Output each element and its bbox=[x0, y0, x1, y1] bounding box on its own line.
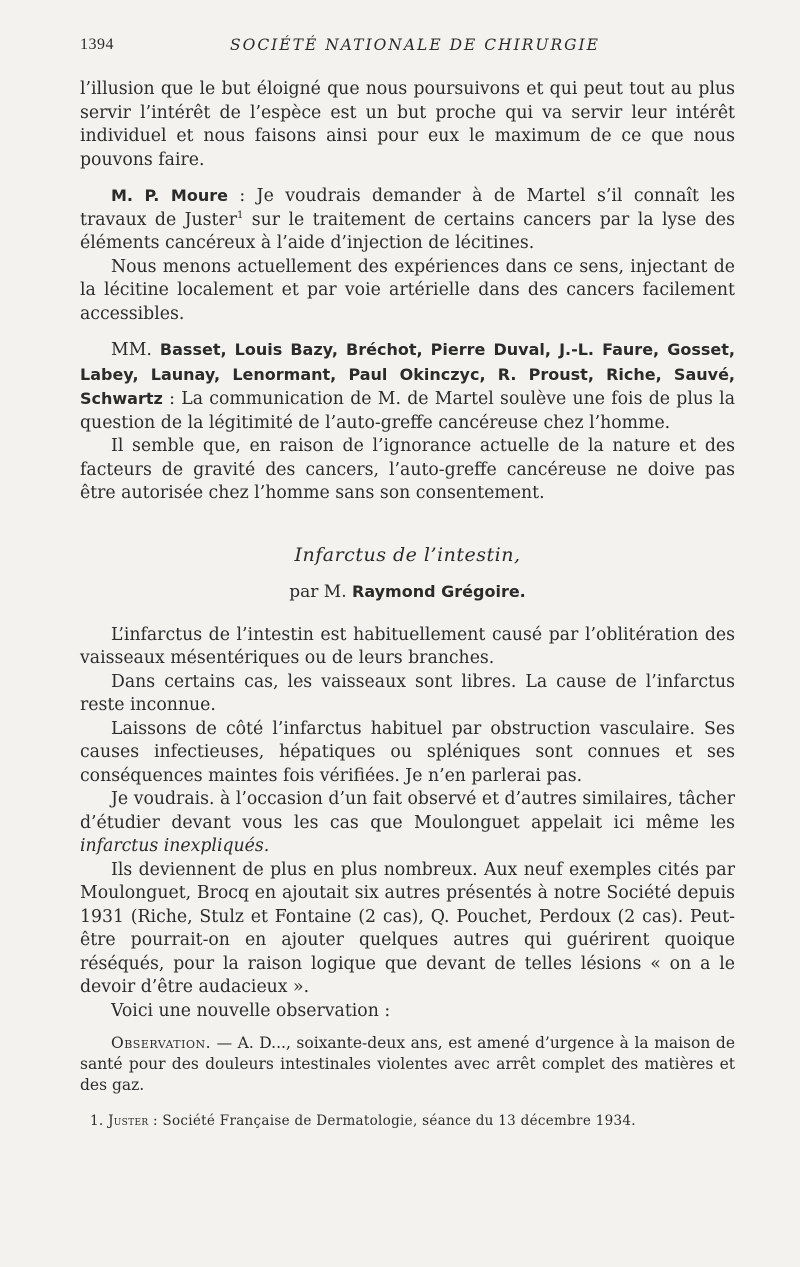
observation-text: — A. D..., soixante-deux ans, est amené d’urgence à la maison de santé pour des douleurs intestinales violentes avec arrêt complet des matières et des gaz. bbox=[80, 1034, 735, 1094]
article-paragraph-3: Laissons de côté l’infarctus habituel par obstruction vasculaire. Ses causes infectieuses, hépatiques ou spléniques sont connues et ses conséquences maintes fois vérifiées. Je n’en parlerai pas. bbox=[80, 718, 735, 786]
article-paragraph-1: L’infarctus de l’intestin est habituellement causé par l’oblitération des vaisseaux mésentériques ou de leurs branches. bbox=[80, 624, 735, 668]
page bbox=[80, 36, 735, 1134]
speaker-moure: M. P. Moure bbox=[111, 186, 228, 205]
paragraph-moure-2: Nous menons actuellement des expériences dans ce sens, injectant de la lécitine localement et par voie artérielle dans des cancers facilement accessibles. bbox=[80, 256, 735, 324]
page-body bbox=[80, 78, 735, 1134]
p4-italic: infarctus inexpliqués. bbox=[80, 836, 270, 856]
running-head bbox=[80, 36, 735, 60]
moure-text-b: sur le traitement de certains cancers par la lyse des éléments cancéreux à l’aide d’injection de lécitines. bbox=[80, 209, 736, 253]
speaker-group: Basset, Louis Bazy, Bréchot, Pierre Duval, J.-L. Faure, Gosset, Labey, Launay, Lenormant, Paul Okinczyc, R. Proust, Riche, Sauvé, Schwartz bbox=[80, 340, 735, 408]
article-title: Infarctus de l’intestin, bbox=[294, 543, 521, 566]
article-paragraph-4 bbox=[80, 788, 735, 859]
footnote-number: 1. bbox=[90, 1113, 109, 1129]
footnote-text: : Société Française de Dermatologie, séance du 13 décembre 1934. bbox=[148, 1113, 636, 1129]
article-paragraph-5: Ils deviennent de plus en plus nombreux. Aux neuf exemples cités par Moulonguet, Brocq en ajoutait six autres présentés à notre Société depuis 1931 (Riche, Stulz et Fontaine (2 cas), Q. Pouchet, Perdoux (2 cas). Peut-être pourrait-on en ajouter quelques autres qui guérirent quoique réséqués, pour la raison logique que devant de telles lésions « on a le devoir d’être audacieux ». bbox=[80, 859, 735, 997]
article-body bbox=[80, 624, 735, 1097]
observation-paragraph bbox=[80, 1033, 735, 1096]
byline-prefix: par M. bbox=[289, 581, 352, 602]
journal-title: SOCIÉTÉ NATIONALE DE CHIRURGIE bbox=[230, 36, 600, 54]
article-paragraph-2: Dans certains cas, les vaisseaux sont libres. La cause de l’infarctus reste inconnue. bbox=[80, 671, 735, 715]
paragraph-group-2: Il semble que, en raison de l’ignorance actuelle de la nature et des facteurs de gravité des cancers, l’auto-greffe cancéreuse ne doive pas être autorisée chez l’homme sans son consentement. bbox=[80, 436, 735, 503]
group-text: : La communication de M. de Martel soulève une fois de plus la question de la légitimité de l’auto-greffe cancéreuse chez l’homme. bbox=[80, 389, 735, 433]
paragraph-continuation: l’illusion que le but éloigné que nous poursuivons et qui peut tout au plus servir l’intérêt de l’espèce est un but proche qui va servir leur intérêt individuel et nous faisons ainsi pour eux le maximum de ce que nous pouvons faire. bbox=[80, 79, 735, 170]
group-prefix: MM. bbox=[111, 340, 160, 360]
author-name: Raymond Grégoire. bbox=[352, 581, 526, 601]
footnote bbox=[80, 1110, 735, 1134]
moure-text-a: : Je voudrais demander à de Martel s’il connaît les travaux de Juster bbox=[80, 186, 735, 230]
article-paragraph-6: Voici une nouvelle observation : bbox=[111, 1000, 391, 1021]
paragraph-group bbox=[80, 338, 735, 435]
footnote-ref: 1 bbox=[236, 209, 244, 221]
footnote-author: Juster bbox=[108, 1113, 149, 1129]
observation-label: Observation. bbox=[111, 1034, 212, 1052]
page-number: 1394 bbox=[80, 36, 114, 53]
paragraph-moure bbox=[80, 184, 735, 256]
p4-text: Je voudrais. à l’occasion d’un fait observé et d’autres similaires, tâcher d’étudier devant vous les cas que Moulonguet appelait ici même les bbox=[80, 789, 735, 833]
byline bbox=[80, 582, 735, 602]
